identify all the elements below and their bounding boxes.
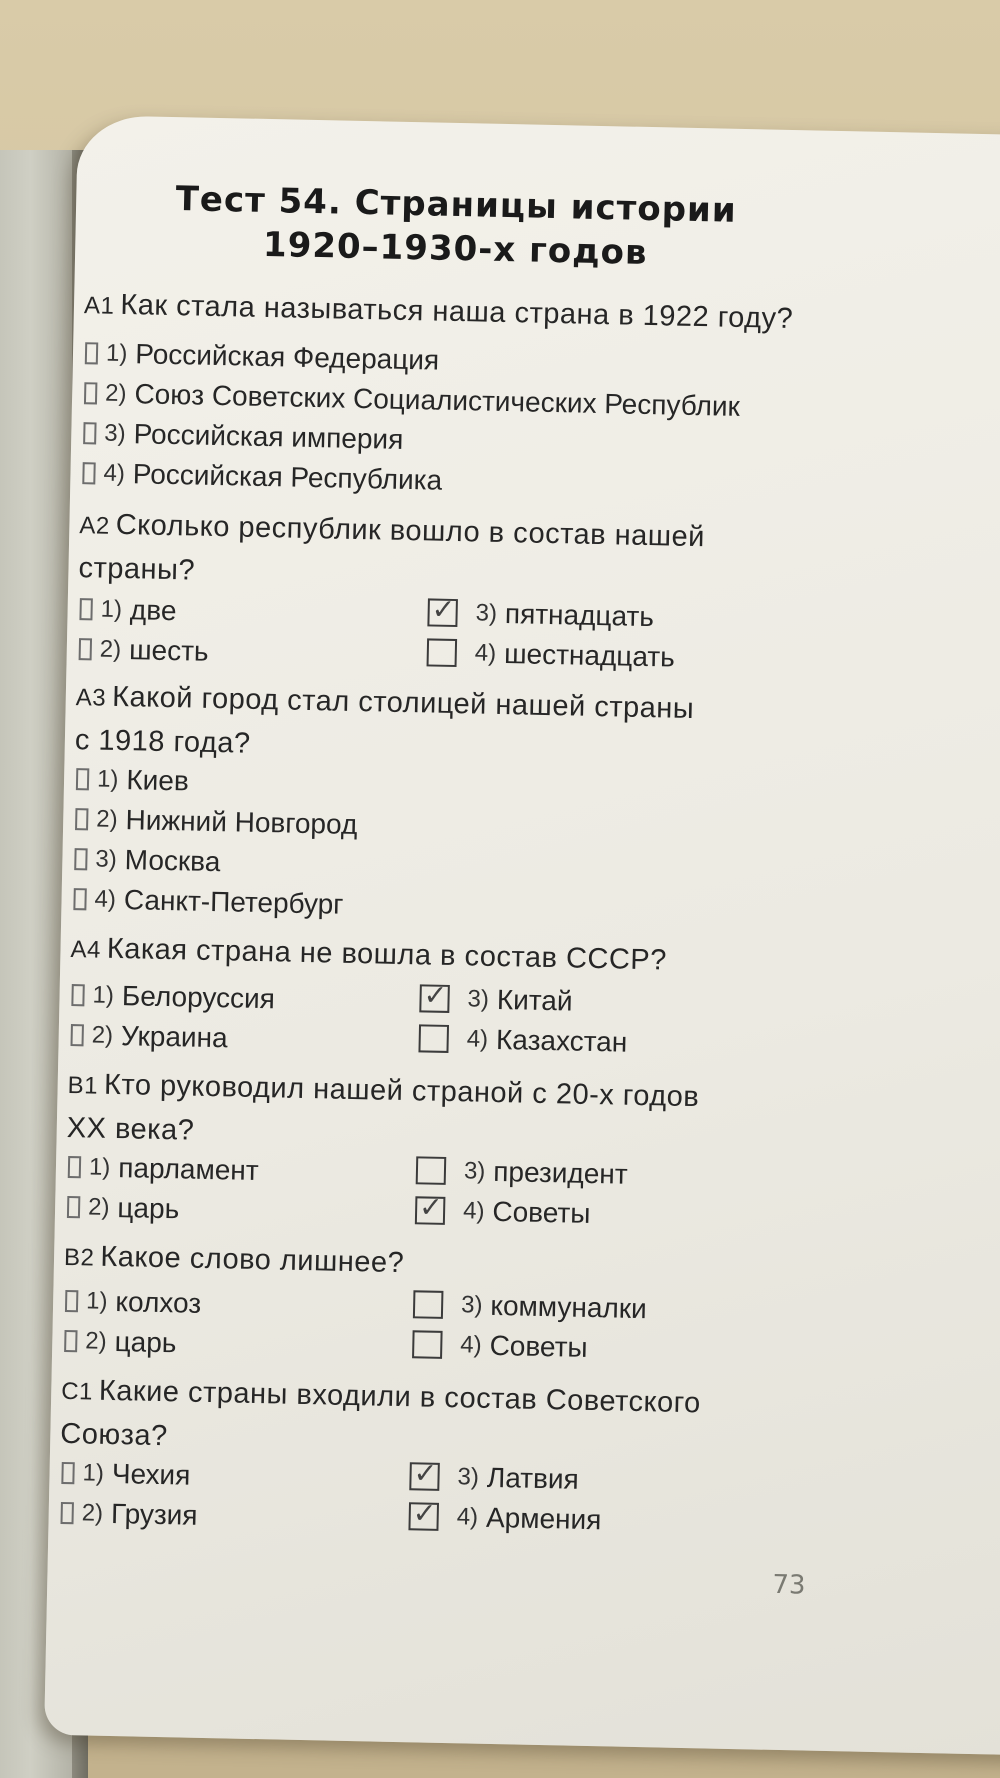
option-a4-4[interactable] (418, 1022, 627, 1058)
option-c1-1[interactable] (61, 1457, 190, 1492)
checkbox-checked[interactable] (427, 592, 458, 627)
option-label: Нижний Новгород (125, 804, 358, 841)
option-a1-2[interactable] (84, 377, 740, 423)
option-a1-1[interactable] (85, 337, 440, 376)
option-b2-1[interactable] (65, 1285, 202, 1320)
option-number: 4) (460, 1331, 482, 1359)
option-a3-2[interactable] (75, 803, 358, 841)
question-text: Какие страны входили в состав Советского (98, 1374, 702, 1420)
option-number: 2) (87, 1193, 110, 1221)
option-number: 2) (99, 635, 122, 664)
checkbox[interactable] (76, 768, 89, 790)
option-number: 2) (95, 805, 118, 833)
question-text-cont: XX века? (66, 1111, 195, 1147)
option-label: Латвия (486, 1461, 580, 1495)
option-label: Российская Республика (132, 458, 443, 496)
option-label: Союз Советских Социалистических Республик (134, 378, 741, 422)
option-label: Советы (492, 1195, 591, 1229)
option-a2-3[interactable] (427, 592, 655, 633)
option-label: пятнадцать (504, 598, 655, 633)
option-label: Армения (485, 1501, 602, 1536)
option-label: президент (492, 1155, 628, 1190)
checkbox[interactable] (82, 462, 95, 484)
test-title-line2: 1920–1930-х годов (262, 224, 648, 273)
question-number: B1 (67, 1071, 99, 1100)
option-label: коммуналки (490, 1289, 648, 1325)
option-label: царь (114, 1326, 177, 1359)
question-text: Какое слово лишнее? (100, 1240, 405, 1280)
question-number: B2 (63, 1243, 95, 1272)
checkbox[interactable] (79, 598, 92, 620)
option-b1-2[interactable] (67, 1191, 180, 1225)
question-a4 (70, 927, 811, 986)
option-number: 3) (457, 1463, 480, 1491)
option-a4-1[interactable] (71, 979, 275, 1015)
option-label: колхоз (115, 1286, 202, 1319)
page-content (44, 115, 1000, 1756)
checkbox[interactable] (427, 638, 458, 667)
checkbox-checked[interactable] (64, 1330, 77, 1352)
checkbox[interactable] (65, 1290, 78, 1312)
question-number: A4 (70, 936, 102, 964)
option-label: Белоруссия (121, 980, 276, 1015)
option-a3-4[interactable] (73, 883, 344, 921)
option-label: две (129, 594, 177, 627)
option-b1-3[interactable] (416, 1154, 628, 1190)
option-number: 1) (85, 1287, 108, 1315)
option-number: 4) (94, 885, 117, 913)
check-mark-icon: ✓ (431, 592, 456, 627)
option-c1-4[interactable] (408, 1496, 602, 1536)
check-mark-icon: ✓ (412, 1496, 437, 1530)
checkbox[interactable] (412, 1330, 443, 1359)
option-label: парламент (117, 1152, 259, 1187)
test-title-line1: Тест 54. Страницы истории (175, 179, 738, 231)
option-number: 4) (103, 459, 126, 488)
option-a2-2[interactable] (78, 633, 208, 668)
option-number: 3) (104, 419, 126, 448)
checkbox[interactable] (413, 1290, 444, 1319)
option-number: 1) (82, 1459, 105, 1487)
question-text: Какой город стал столицей нашей страны (111, 680, 695, 726)
checkbox[interactable] (74, 848, 87, 870)
question-text: Сколько республик вошло в состав нашей (115, 508, 706, 554)
option-c1-3[interactable] (409, 1456, 580, 1496)
option-number: 1) (92, 981, 115, 1009)
option-number: 1) (105, 339, 128, 368)
option-number: 3) (460, 1291, 483, 1319)
question-a3 (74, 675, 816, 776)
checkbox[interactable] (73, 888, 86, 910)
checkbox[interactable] (79, 638, 92, 660)
option-number: 4) (462, 1197, 485, 1225)
checkbox[interactable] (68, 1156, 81, 1178)
question-b1 (66, 1063, 808, 1164)
checkbox-checked[interactable] (419, 978, 450, 1013)
checkbox[interactable] (83, 422, 96, 444)
option-label: Казахстан (495, 1023, 628, 1058)
option-b1-1[interactable] (68, 1151, 259, 1187)
question-number: C1 (60, 1377, 94, 1406)
option-number: 2) (104, 379, 127, 408)
option-label: царь (117, 1192, 180, 1225)
option-a4-3[interactable] (419, 978, 573, 1017)
option-number: 1) (88, 1153, 111, 1181)
option-number: 3) (467, 985, 490, 1013)
option-a1-4[interactable] (82, 457, 442, 497)
checkbox-checked[interactable] (415, 1190, 446, 1225)
question-text: Кто руководил нашей страной с 20-х годов (103, 1068, 700, 1114)
option-label: Российская империя (133, 418, 404, 455)
option-a3-1[interactable] (76, 763, 189, 797)
option-a2-4[interactable] (426, 636, 675, 673)
question-text-cont: с 1918 года? (74, 724, 251, 760)
option-a1-3[interactable] (83, 417, 404, 456)
option-number: 3) (475, 599, 498, 627)
checkbox[interactable] (85, 342, 98, 364)
option-c1-2[interactable] (60, 1497, 197, 1532)
option-label: Москва (124, 844, 221, 878)
question-text-cont: страны? (78, 552, 196, 587)
checkbox-checked[interactable] (409, 1456, 440, 1491)
option-number: 4) (456, 1503, 479, 1531)
option-number: 3) (463, 1157, 486, 1185)
question-number: A2 (79, 512, 111, 540)
option-label: шесть (128, 634, 209, 667)
page-number: 73 (772, 1569, 806, 1601)
option-number: 2) (81, 1499, 104, 1527)
option-label: Российская Федерация (135, 338, 440, 376)
checkbox-checked[interactable] (408, 1496, 439, 1531)
option-number: 4) (474, 639, 497, 667)
question-a1 (84, 283, 825, 342)
option-number: 1) (96, 765, 119, 793)
question-text-cont: Союза? (60, 1417, 169, 1453)
option-number: 2) (91, 1021, 114, 1049)
option-a3-3[interactable] (74, 843, 221, 878)
question-c1 (60, 1369, 802, 1470)
option-label: Киев (126, 764, 190, 797)
option-b1-4[interactable] (415, 1190, 591, 1230)
check-mark-icon: ✓ (418, 1190, 444, 1224)
book-page (44, 115, 1000, 1756)
question-text: Какая страна не вошла в состав СССР? (106, 932, 668, 977)
option-number: 4) (466, 1025, 489, 1053)
checkbox[interactable] (75, 808, 88, 830)
checkbox[interactable] (418, 1024, 449, 1053)
option-b2-4[interactable] (412, 1328, 588, 1364)
option-b2-2[interactable] (64, 1325, 177, 1359)
question-text: Как стала называться наша страна в 1922 году? (120, 288, 794, 336)
option-label: Санкт-Петербург (123, 884, 344, 920)
option-label: Советы (489, 1329, 588, 1363)
option-number: 3) (95, 845, 118, 873)
checkbox[interactable] (84, 382, 97, 404)
checkbox[interactable] (70, 1024, 83, 1046)
question-b2 (64, 1235, 805, 1294)
option-label: Китай (496, 983, 573, 1017)
option-label: Чехия (111, 1458, 191, 1491)
checkbox[interactable] (416, 1156, 447, 1185)
checkbox-checked[interactable] (60, 1502, 73, 1524)
checkbox[interactable] (71, 984, 84, 1006)
option-number: 2) (85, 1327, 107, 1355)
option-label: Грузия (110, 1498, 198, 1531)
option-label: шестнадцать (503, 638, 676, 673)
check-mark-icon: ✓ (413, 1456, 438, 1490)
question-number: A1 (83, 292, 115, 320)
question-number: A3 (75, 684, 107, 712)
option-a2-1[interactable] (79, 593, 176, 627)
checkbox[interactable] (61, 1462, 74, 1484)
option-number: 1) (100, 595, 123, 624)
question-a2 (78, 503, 820, 604)
check-mark-icon: ✓ (423, 978, 448, 1012)
option-b2-3[interactable] (413, 1288, 647, 1325)
checkbox[interactable] (67, 1196, 80, 1218)
option-label: Украина (120, 1020, 228, 1054)
option-a4-2[interactable] (70, 1019, 228, 1054)
